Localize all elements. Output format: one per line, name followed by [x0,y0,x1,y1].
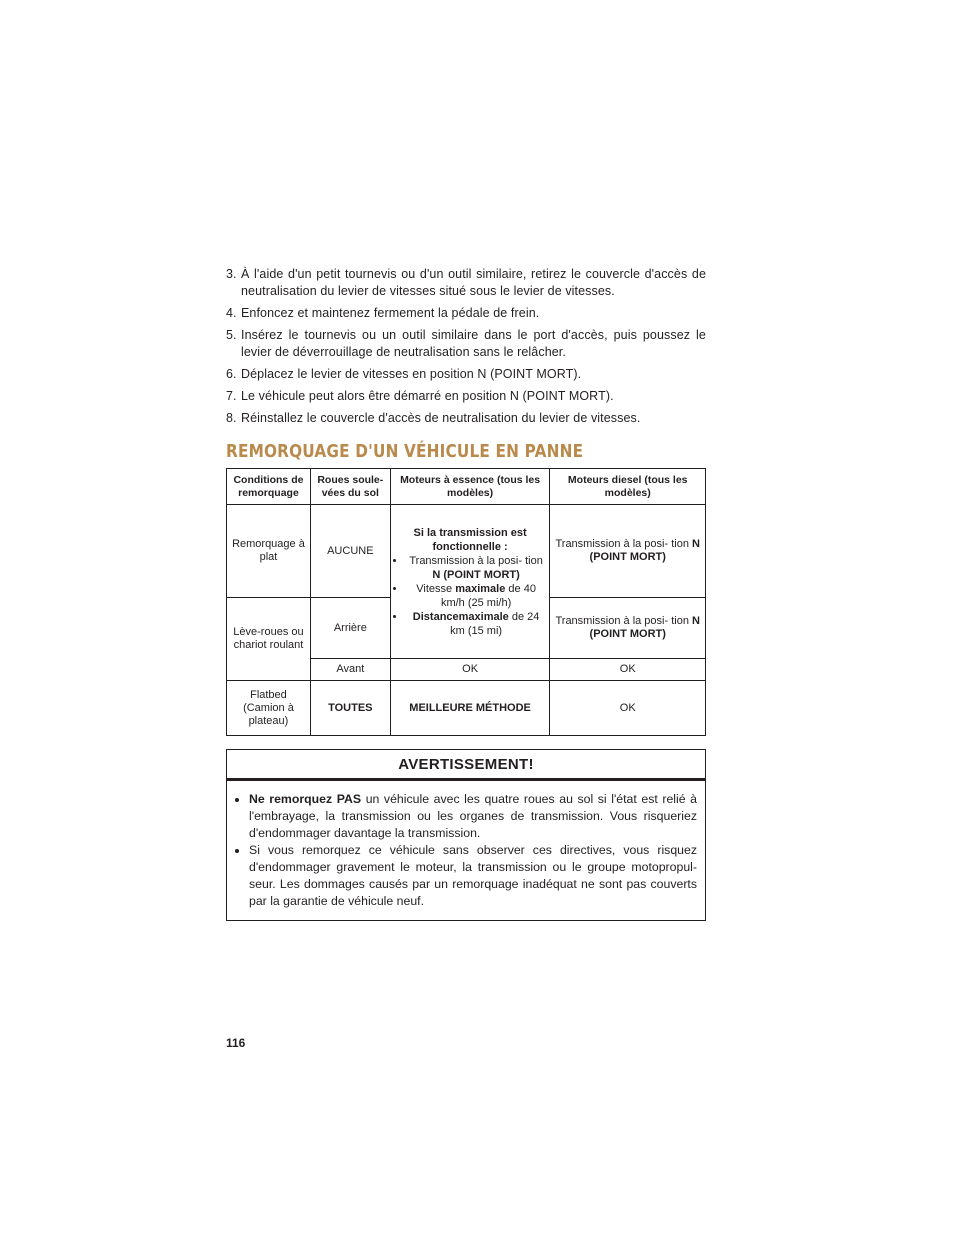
list-item [226,366,706,383]
bullet-text: Vitesse [416,582,453,595]
warning-title: AVERTISSEMENT! [227,750,705,781]
warning-box [226,749,706,921]
step-text: Déplacez le levier de vitesses en position N (POINT MORT). [241,367,582,381]
table-cell: OK [550,659,706,681]
gas-engine-cell [390,505,550,659]
list-item [226,388,706,405]
column-header: Conditions de remorquage [227,469,311,505]
gas-note-title: Si la transmission est fonctionnelle : [413,526,527,553]
table-cell: Avant [310,659,390,681]
column-header: Moteurs diesel (tous les modèles) [550,469,706,505]
step-number: 3. [226,267,237,281]
list-item [226,305,706,322]
step-text: Réinstallez le couvercle d'accès de neutralisation du levier de vitesses. [241,411,641,425]
list-item [226,266,706,300]
step-number: 7. [226,389,237,403]
table-cell: Lève-roues ou chariot roulant [227,598,311,681]
table-cell: TOUTES [310,681,390,736]
table-cell: OK [390,659,550,681]
warning-bold: Ne remorquez PAS [249,792,362,806]
table-cell [550,505,706,598]
table-cell: Remorquage à plat [227,505,311,598]
towing-table [226,468,706,736]
table-header-row [227,469,706,505]
table-cell [550,598,706,659]
warning-text: un véhicule avec les quatre roues au sol si l'état est relié à l'embrayage, la transmission ou les organes de transmission. Vous risqueriez d'endommager davantage la transmission. [249,792,697,840]
list-item [226,327,706,361]
bullet-bold: N (POINT MORT) [432,568,520,581]
table-cell: AUCUNE [310,505,390,598]
list-item [249,791,697,842]
table-row [227,505,706,598]
column-header: Moteurs à essence (tous les modèles) [390,469,550,505]
bullet-text: de 24 km (15 mi) [450,610,540,637]
step-text: Insérez le tournevis ou un outil similaire dans le port d'accès, puis poussez le levier de déverrouillage de neutralisation sans le relâcher. [241,328,706,359]
list-item [406,582,547,610]
step-number: 6. [226,367,237,381]
diesel-bold: N (POINT MORT) [589,538,700,563]
step-number: 5. [226,328,237,342]
step-number: 4. [226,306,237,320]
step-list [226,266,706,427]
bullet-text: de 40 km/h (25 mi/h) [440,582,536,609]
warning-list [227,781,705,920]
bullet-bold: Distancemaximale [412,610,509,623]
list-item [249,842,697,910]
page-number: 116 [226,1036,246,1050]
gas-conditions-list [394,554,547,638]
step-number: 8. [226,411,237,425]
warning-text: Si vous remorquez ce véhicule sans observer ces directives, vous risquez d'endommager gravement le moteur, la transmission ou le groupe motopropul- seur. Les dommages causés par un remorquage inadéquat ne sont pas couverts par la garantie de véhicule neuf. [249,843,697,908]
table-row [227,681,706,736]
bullet-bold: maximale [455,582,506,595]
section-title: REMORQUAGE D'UN VÉHICULE EN PANNE [226,441,584,462]
list-item [406,554,547,582]
list-item [226,410,706,427]
step-text: Le véhicule peut alors être démarré en position N (POINT MORT). [241,389,614,403]
step-text: Enfoncez et maintenez fermement la pédale de frein. [241,306,540,320]
diesel-text: Transmission à la posi- tion [555,538,689,550]
table-cell: Arrière [310,598,390,659]
column-header: Roues soule- vées du sol [310,469,390,505]
bullet-text: Transmission à la posi- tion [409,554,543,567]
step-text: À l'aide d'un petit tournevis ou d'un outil similaire, retirez le couvercle d'accès de neutralisation du levier de vitesses situé sous le levier de vitesses. [241,267,706,298]
diesel-text: Transmission à la posi- tion [555,615,689,627]
table-cell: MEILLEURE MÉTHODE [390,681,550,736]
table-cell: Flatbed (Camion à plateau) [227,681,311,736]
list-item [406,610,547,638]
diesel-bold: N (POINT MORT) [589,615,700,640]
page-content [226,266,706,921]
table-cell: OK [550,681,706,736]
